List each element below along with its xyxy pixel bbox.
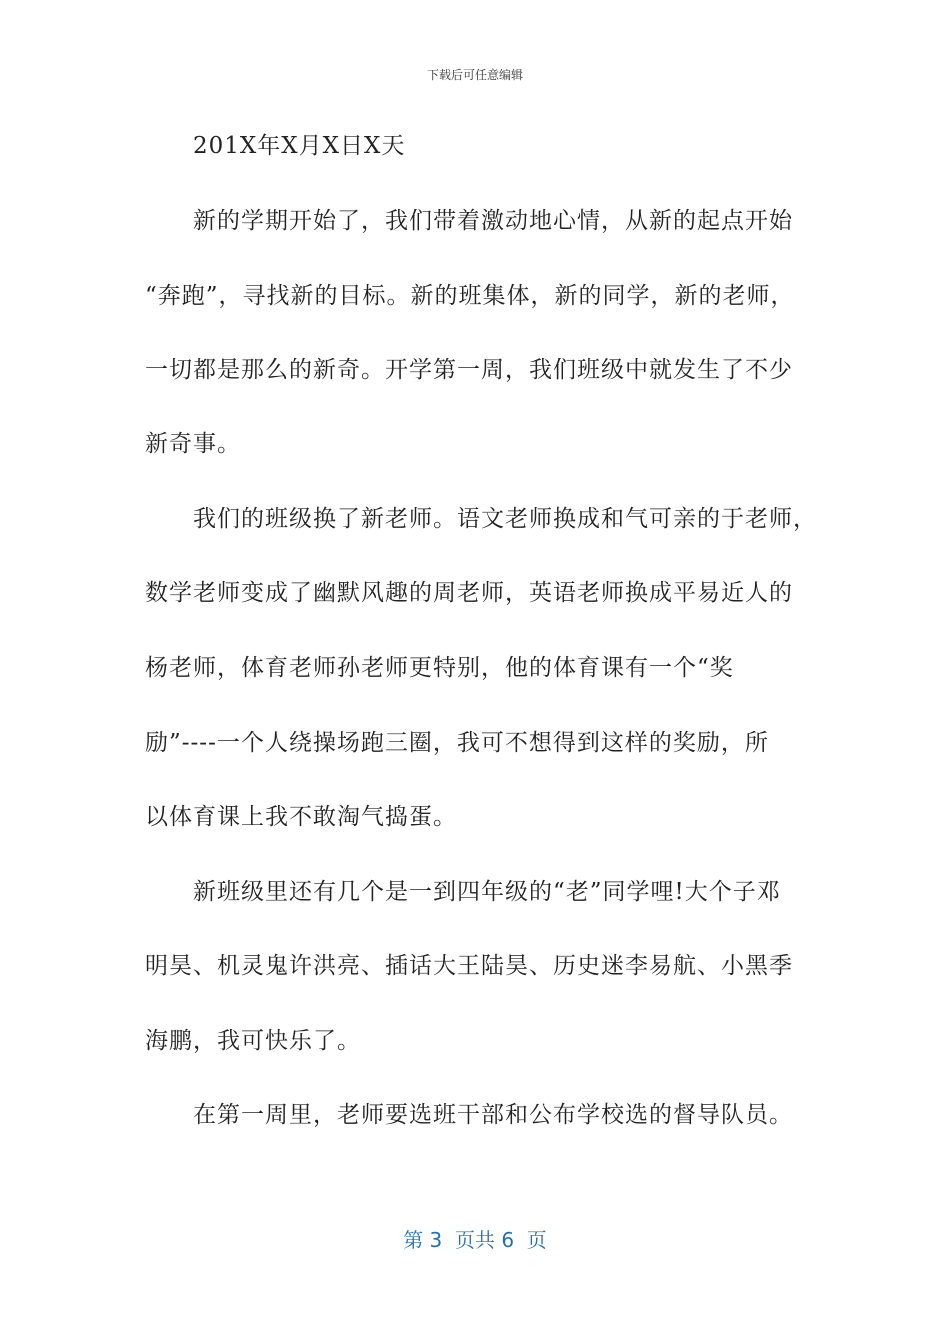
- page-header: 下载后可任意编辑: [426, 68, 523, 82]
- paragraph-line: 海鹏，我可快乐了。: [145, 1028, 361, 1054]
- paragraph-line: 励”----一个人绕操场跑三圈，我可不想得到这样的奖励，所: [145, 730, 769, 756]
- paragraph-line: 新奇事。: [145, 431, 241, 457]
- page-footer: 第 3 页共 6 页: [403, 1228, 547, 1252]
- paragraph-line: 我们的班级换了新老师。语文老师换成和气可亲的于老师，: [193, 506, 817, 532]
- paragraph-line: “奔跑”，寻找新的目标。新的班集体，新的同学，新的老师，: [145, 283, 795, 309]
- paragraph-line: 数学老师变成了幽默风趣的周老师，英语老师换成平易近人的: [145, 580, 793, 606]
- paragraph-line: 新班级里还有几个是一到四年级的“老”同学哩!大个子邓: [193, 879, 781, 905]
- paragraph-line: 明昊、机灵鬼许洪亮、插话大王陆昊、历史迷李易航、小黑季: [145, 953, 793, 979]
- paragraph-line: 在第一周里，老师要选班干部和公布学校选的督导队员。: [193, 1102, 793, 1128]
- paragraph-line: 新的学期开始了，我们带着激动地心情，从新的起点开始: [193, 208, 793, 234]
- date-line: 201X年X月X日X天: [193, 133, 406, 159]
- paragraph-line: 一切都是那么的新奇。开学第一周，我们班级中就发生了不少: [145, 357, 793, 383]
- paragraph-line: 杨老师，体育老师孙老师更特别，他的体育课有一个“奖: [145, 655, 734, 681]
- paragraph-line: 以体育课上我不敢淘气捣蛋。: [145, 804, 457, 830]
